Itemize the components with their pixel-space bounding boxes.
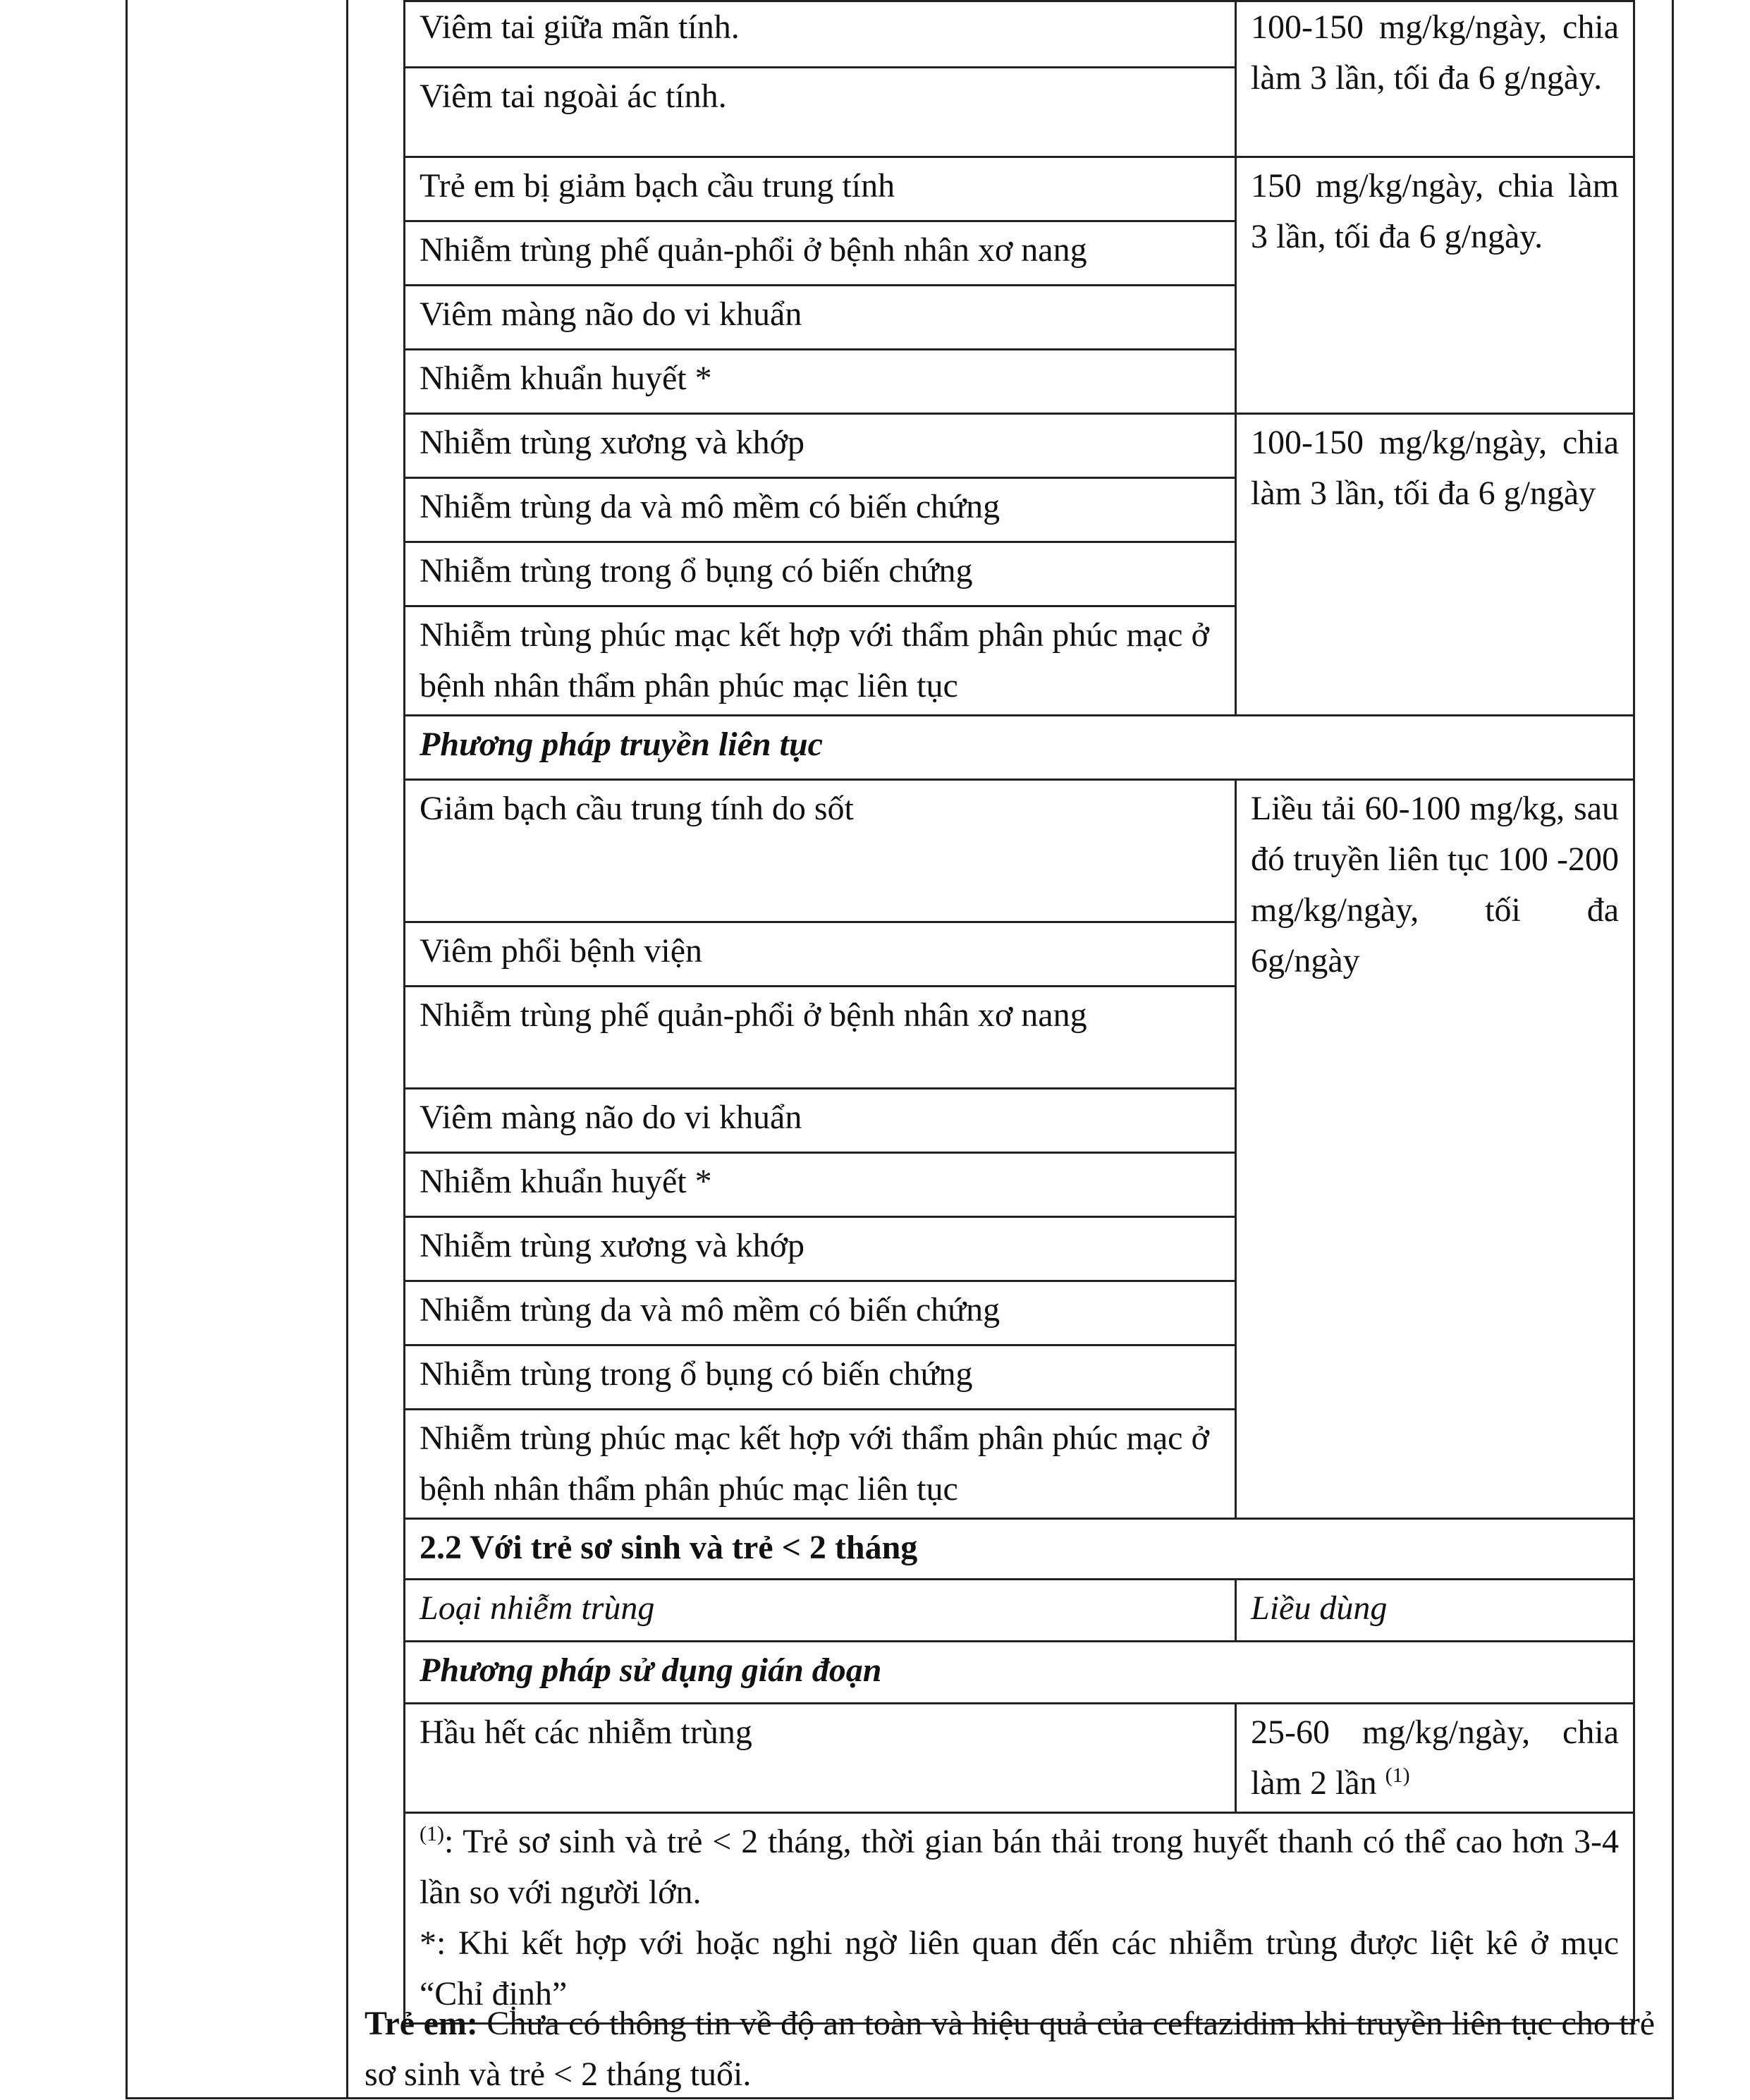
table-row	[405, 1, 1634, 68]
dose-cell: 150 mg/kg/ngày, chia làm 3 lần, tối đa 6 g/ngày.	[1236, 157, 1634, 414]
dose-cell: 100-150 mg/kg/ngày, chia làm 3 lần, tối đa 6 g/ngày.	[1236, 1, 1634, 157]
table-row	[405, 157, 1634, 221]
dose-cell: 100-150 mg/kg/ngày, chia làm 3 lần, tối đa 6 g/ngày	[1236, 414, 1634, 716]
table-row	[405, 1704, 1634, 1813]
infection-cell: Viêm tai giữa mãn tính.	[405, 1, 1236, 68]
infection-cell: Viêm màng não do vi khuẩn	[405, 1089, 1236, 1153]
infection-cell: Viêm phổi bệnh viện	[405, 922, 1236, 987]
table-row	[405, 1519, 1634, 1580]
infection-cell: Nhiễm trùng da và mô mềm có biến chứng	[405, 1281, 1236, 1345]
infection-cell: Nhiễm khuẩn huyết *	[405, 350, 1236, 414]
column-divider	[346, 0, 348, 2097]
footnote-2: *: Khi kết hợp với hoặc nghi ngờ liên quan đến các nhiễm trùng được liệt kê ở mục “Chỉ định”	[420, 1924, 1619, 2013]
table-row	[405, 780, 1634, 922]
infection-cell: Viêm tai ngoài ác tính.	[405, 68, 1236, 157]
infection-cell: Nhiễm trùng phế quản-phổi ở bệnh nhân xơ nang	[405, 987, 1236, 1089]
table-row	[405, 1580, 1634, 1642]
children-note-label: Trẻ em:	[365, 2005, 478, 2042]
children-note	[365, 1998, 1655, 2100]
header-dosage: Liều dùng	[1236, 1580, 1634, 1642]
infection-cell: Nhiễm trùng xương và khớp	[405, 414, 1236, 478]
infection-cell: Giảm bạch cầu trung tính do sốt	[405, 780, 1236, 922]
infection-cell: Nhiễm trùng phế quản-phổi ở bệnh nhân xơ nang	[405, 221, 1236, 286]
footnote-1	[420, 1817, 1619, 1918]
dosage-table	[403, 0, 1635, 2025]
section-heading: 2.2 Với trẻ sơ sinh và trẻ < 2 tháng	[405, 1519, 1634, 1580]
infection-cell: Nhiễm trùng da và mô mềm có biến chứng	[405, 478, 1236, 542]
table-row	[405, 1813, 1634, 2024]
infection-cell: Hầu hết các nhiễm trùng	[405, 1704, 1236, 1813]
infection-cell: Trẻ em bị giảm bạch cầu trung tính	[405, 157, 1236, 221]
footnotes-cell	[405, 1813, 1634, 2024]
infection-cell: Nhiễm trùng trong ổ bụng có biến chứng	[405, 542, 1236, 606]
dose-footnote-mark: (1)	[1385, 1764, 1410, 1787]
intermittent-heading: Phương pháp sử dụng gián đoạn	[405, 1642, 1634, 1704]
dose-text: 25-60 mg/kg/ngày, chia làm 2 lần	[1251, 1714, 1619, 1802]
infection-cell: Nhiễm khuẩn huyết *	[405, 1153, 1236, 1217]
infection-cell: Nhiễm trùng phúc mạc kết hợp với thẩm phân phúc mạc ở bệnh nhân thẩm phân phúc mạc liên tục	[405, 1410, 1236, 1519]
footnote-1-text: : Trẻ sơ sinh và trẻ < 2 tháng, thời gian bán thải trong huyết thanh có thể cao hơn 3-4 lần so với người lớn.	[420, 1823, 1619, 1911]
infection-cell: Viêm màng não do vi khuẩn	[405, 286, 1236, 350]
table-row	[405, 1642, 1634, 1704]
header-infection-type: Loại nhiễm trùng	[405, 1580, 1236, 1642]
continuous-heading: Phương pháp truyền liên tục	[405, 716, 1634, 780]
table-row	[405, 414, 1634, 478]
infection-cell: Nhiễm trùng trong ổ bụng có biến chứng	[405, 1345, 1236, 1410]
dose-cell: Liều tải 60-100 mg/kg, sau đó truyền liên tục 100 -200 mg/kg/ngày, tối đa 6g/ngày	[1236, 780, 1634, 1519]
infection-cell: Nhiễm trùng xương và khớp	[405, 1217, 1236, 1281]
children-note-text: Chưa có thông tin về độ an toàn và hiệu quả của ceftazidim khi truyền liên tục cho trẻ sơ sinh và trẻ < 2 tháng tuổi.	[365, 2005, 1656, 2093]
infection-cell: Nhiễm trùng phúc mạc kết hợp với thẩm phân phúc mạc ở bệnh nhân thẩm phân phúc mạc liên tục	[405, 606, 1236, 716]
footnote-1-mark: (1)	[420, 1822, 444, 1845]
dose-cell	[1236, 1704, 1634, 1813]
table-row	[405, 716, 1634, 780]
